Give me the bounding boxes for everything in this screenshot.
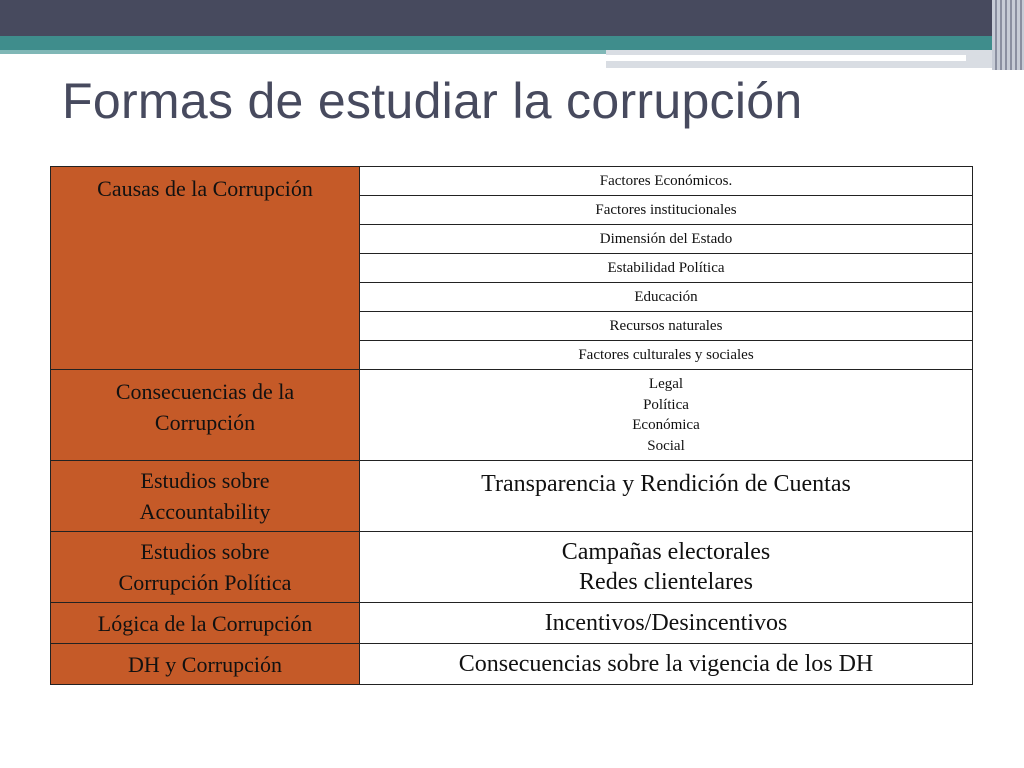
politica-value-line: Redes clientelares (579, 569, 753, 595)
politica-value-line: Campañas electorales (561, 539, 771, 565)
consequence-item: Política (643, 396, 689, 413)
table-row (51, 461, 973, 532)
category-causas: Causas de la Corrupción (51, 167, 360, 370)
consequence-item: Legal (648, 376, 684, 392)
header-bar-white (606, 55, 966, 61)
category-label-line: Estudios sobre (140, 539, 270, 564)
cause-item: Estabilidad Política (360, 254, 973, 283)
consequence-item: Económica (632, 417, 700, 433)
consequence-items (360, 370, 973, 461)
header-stripes-decoration (992, 0, 1024, 70)
slide-title: Formas de estudiar la corrupción (62, 73, 803, 129)
table-row (51, 370, 973, 461)
header-bar-dark (0, 0, 1024, 36)
header-bar-teal (0, 36, 1024, 50)
category-label-line: Accountability (139, 499, 271, 524)
category-politica (51, 532, 360, 603)
table-row (51, 532, 973, 603)
category-label-line: Corrupción (154, 410, 256, 435)
logica-value: Incentivos/Desincentivos (360, 603, 973, 644)
category-label-line: Consecuencias de la (115, 379, 295, 404)
category-logica: Lógica de la Corrupción (51, 603, 360, 644)
cause-item: Dimensión del Estado (360, 225, 973, 254)
cause-item: Educación (360, 283, 973, 312)
cause-item: Factores Económicos. (360, 167, 973, 196)
corruption-study-table (50, 166, 973, 685)
category-label-line: Estudios sobre (140, 468, 270, 493)
cause-item: Recursos naturales (360, 312, 973, 341)
category-accountability (51, 461, 360, 532)
header-bar-teal-light (0, 50, 620, 54)
category-dh: DH y Corrupción (51, 644, 360, 685)
table-row (51, 167, 973, 196)
cause-item: Factores institucionales (360, 196, 973, 225)
cause-item: Factores culturales y sociales (360, 341, 973, 370)
table-row (51, 644, 973, 685)
table-row (51, 603, 973, 644)
category-consecuencias (51, 370, 360, 461)
consequence-item: Social (647, 437, 685, 454)
category-label-line: Corrupción Política (118, 570, 292, 595)
dh-value: Consecuencias sobre la vigencia de los DH (360, 644, 973, 685)
accountability-value: Transparencia y Rendición de Cuentas (360, 461, 973, 532)
politica-value (360, 532, 973, 603)
